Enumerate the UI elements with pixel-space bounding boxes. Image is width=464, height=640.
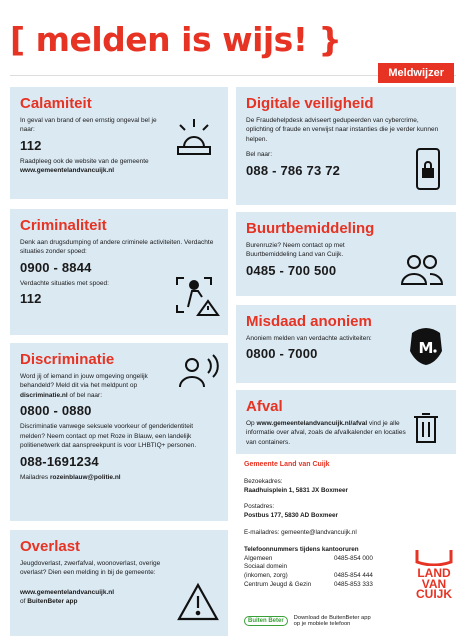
surveillance-icon: [174, 275, 222, 317]
calamiteit-url[interactable]: www.gemeentelandvancuijk.nl: [20, 167, 115, 175]
brand-slogan: [ melden is wijs! }: [10, 20, 342, 59]
card-digitale-veiligheid: [236, 87, 456, 205]
overlast-app[interactable]: BuitenBeter app: [27, 598, 78, 606]
discriminatie-number2: 088-1691234: [20, 453, 99, 469]
discriminatie-title: Discriminatie: [20, 351, 115, 368]
overlast-url[interactable]: www.gemeentelandvancuijk.nl: [20, 588, 115, 596]
calamiteit-title: Calamiteit: [20, 95, 92, 112]
digitaal-text2: Bel naar:: [246, 151, 273, 159]
anonymous-mask-icon: [406, 323, 446, 367]
discriminatie-number1: 0800 - 0880: [20, 403, 92, 419]
tel-row: Algemeen 0485-854 000: [244, 554, 373, 562]
overlast-title: Overlast: [20, 538, 81, 555]
calamiteit-text: In geval van brand of een ernstig ongeval bel je naar:: [20, 117, 157, 134]
discriminatie-url[interactable]: discriminatie.nl: [20, 391, 68, 399]
card-overlast: [10, 530, 228, 636]
tel-row: (inkomen, zorg) 0485-854 444: [244, 572, 373, 580]
siren-icon: [170, 115, 218, 157]
buurt-number: 0485 - 700 500: [246, 262, 337, 278]
criminaliteit-text2: Verdachte situaties met spoed:: [20, 279, 109, 287]
misdaad-number: 0800 - 7000: [246, 346, 318, 362]
afval-text: Op www.gemeentelandvancuijk.nl/afval vind je alle informatie over afval, zoals de afvalkalender en locaties van containers.: [246, 420, 406, 446]
tel-row: Sociaal domein: [244, 563, 288, 571]
digitaal-number: 088 - 786 73 72: [246, 162, 341, 178]
calamiteit-text2: Raadpleeg ook de website van de gemeente www.gemeentelandvancuijk.nl: [20, 157, 149, 175]
land-van-cuijk-logo: LAND VAN CUIJK: [414, 548, 454, 600]
tel-row: Centrum Jeugd & Gezin 0485-853 333: [244, 581, 373, 589]
warning-icon: [176, 582, 220, 622]
people-icon: [400, 252, 444, 286]
tel-label: Telefoonnummers tijdens kantooruren: [244, 545, 359, 553]
phone-lock-icon: [414, 147, 442, 191]
card-discriminatie: [10, 343, 228, 521]
info-title: Gemeente Land van Cuijk: [244, 461, 330, 468]
app-text1: Download de BuitenBeter app: [293, 615, 371, 621]
card-afval: [236, 390, 456, 454]
overlast-text: Jeugdoverlast, zwerfafval, woonoverlast, overige overlast? Dien een melding in bij de gemeente:: [20, 560, 161, 577]
post-label: Postadres:: [244, 503, 275, 511]
bezoek-address: Raadhuisplein 1, 5831 JX Boxmeer: [244, 486, 348, 494]
speaking-person-icon: [178, 351, 222, 389]
misdaad-title: Misdaad anoniem: [246, 313, 372, 330]
discriminatie-text: Word jij of iemand in jouw omgeving ongelijk behandeld? Meld dit via het meldpunt op discriminatie.nl of bel naar:: [20, 373, 148, 399]
criminaliteit-number1: 0900 - 8844: [20, 259, 92, 275]
trash-bin-icon: [412, 412, 440, 444]
criminaliteit-text: Denk aan drugsdumping of andere criminele activiteiten. Verdachte situaties zonder spoed:: [20, 239, 214, 256]
card-misdaad-anoniem: [236, 305, 456, 383]
digitaal-text: De Fraudehelpdesk adviseert gedupeerden van cybercrime, oplichting of fraude en verwijst naar instanties die je verder kunnen helpen.: [246, 117, 439, 143]
mask-letter: M: [418, 339, 434, 357]
app-text2: op je mobiele telefoon: [293, 621, 351, 627]
email-line: E-mailadres: gemeente@landvancuijk.nl: [244, 529, 357, 537]
buurt-text: Burenruzie? Neem contact op met Buurtbemiddeling Land van Cuijk.: [246, 242, 345, 259]
card-buurtbemiddeling: [236, 212, 456, 296]
discriminatie-mail: Mailadres rozeinblauw@politie.nl: [20, 473, 121, 481]
post-address: Postbus 177, 5830 AD Boxmeer: [244, 512, 338, 520]
buurt-title: Buurtbemiddeling: [246, 220, 375, 237]
card-calamiteit: [10, 87, 228, 199]
digitaal-title: Digitale veiligheid: [246, 95, 374, 112]
buitenbeter-promo: [244, 615, 371, 627]
afval-url[interactable]: www.gemeentelandvancuijk.nl/afval: [256, 420, 368, 427]
misdaad-text: Anoniem melden van verdachte activiteiten:: [246, 335, 372, 342]
meldwijzer-badge: Meldwijzer: [378, 63, 454, 83]
overlast-links: www.gemeentelandvancuijk.nl of BuitenBeter app: [20, 588, 115, 606]
afval-title: Afval: [246, 398, 283, 415]
discriminatie-text2: Discriminatie vanwege seksuele voorkeur of genderidentiteit melden? Neem contact op met Roze in Blauw, een landelijk politienetwerk dat aanspreekpunt is voor LHBTIQ+ personen.: [20, 423, 197, 450]
criminaliteit-number2: 112: [20, 291, 42, 307]
bezoek-label: Bezoekadres:: [244, 477, 283, 485]
buitenbeter-logo: Buiten Beter: [244, 616, 288, 626]
criminaliteit-title: Criminaliteit: [20, 217, 107, 234]
card-criminaliteit: [10, 209, 228, 335]
calamiteit-number: 112: [20, 137, 42, 153]
logo-bracket-icon: [414, 548, 454, 566]
